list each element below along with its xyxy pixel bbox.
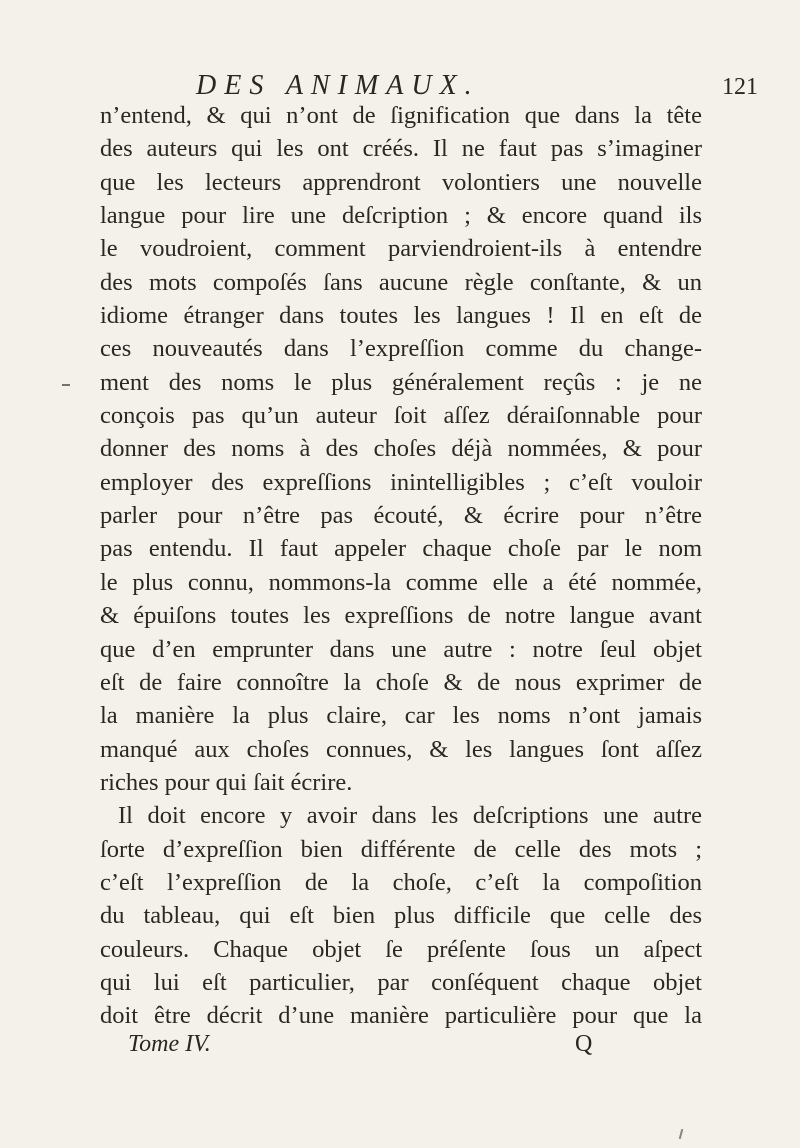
text-line: le plus connu, nommons-la comme elle a été nommée, xyxy=(100,568,702,596)
text-line: qui lui eſt particulier, par conſéquent chaque objet xyxy=(100,968,702,996)
text-line: conçois pas qu’un auteur ſoit aſſez déraiſonnable pour xyxy=(100,402,702,430)
text-line: la manière la plus claire, car les noms n’ont jamais xyxy=(100,702,702,730)
paragraph-start-line: Il doit encore y avoir dans les deſcriptions une autre xyxy=(118,802,702,830)
signature-mark: Q xyxy=(575,1031,593,1057)
text-line: le voudroient, comment parviendroient-ils à entendre xyxy=(100,235,702,263)
text-line: manqué aux choſes connues, & les langues ſont aſſez xyxy=(100,735,702,763)
text-line: des auteurs qui les ont créés. Il ne faut pas s’imaginer xyxy=(100,135,702,163)
text-line: idiome étranger dans toutes les langues ! Il en eſt de xyxy=(100,302,702,330)
running-title: DES ANIMAUX. xyxy=(196,70,480,101)
text-line: riches pour qui ſait écrire. xyxy=(100,768,353,796)
text-line: que d’en emprunter dans une autre : notre ſeul objet xyxy=(100,635,702,663)
stray-mark xyxy=(679,1129,684,1139)
volume-label: Tome IV. xyxy=(128,1031,211,1057)
text-line: que les lecteurs apprendront volontiers une nouvelle xyxy=(100,168,702,196)
text-line: employer des expreſſions inintelligibles ; c’eſt vouloir xyxy=(100,468,702,496)
text-line: c’eſt l’expreſſion de la choſe, c’eſt la compoſition xyxy=(100,868,702,896)
text-line: ſorte d’expreſſion bien différente de celle des mots ; xyxy=(100,835,702,863)
text-line: couleurs. Chaque objet ſe préſente ſous un aſpect xyxy=(100,935,702,963)
text-line: n’entend, & qui n’ont de ſignification que dans la tête xyxy=(100,102,702,129)
text-line: eſt de faire connoître la choſe & de nous exprimer de xyxy=(100,668,702,696)
text-line: doit être décrit d’une manière particulière pour que la xyxy=(100,1002,702,1030)
text-line: ces nouveautés dans l’expreſſion comme du change- xyxy=(100,335,702,363)
body-text xyxy=(100,99,702,1033)
text-line: des mots compoſés ſans aucune règle conſtante, & un xyxy=(100,268,702,296)
page-number: 121 xyxy=(722,74,758,100)
page-footer xyxy=(128,1031,688,1063)
text-line: langue pour lire une deſcription ; & encore quand ils xyxy=(100,202,702,230)
text-line: parler pour n’être pas écouté, & écrire pour n’être xyxy=(100,502,702,530)
text-line: ment des noms le plus généralement reçûs : je ne xyxy=(100,368,702,396)
text-line: donner des noms à des choſes déjà nommées, & pour xyxy=(100,435,702,463)
text-line: du tableau, qui eſt bien plus difficile que celle des xyxy=(100,902,702,930)
margin-mark xyxy=(62,384,70,386)
text-line: & épuiſons toutes les expreſſions de notre langue avant xyxy=(100,602,702,630)
text-line: pas entendu. Il faut appeler chaque choſe par le nom xyxy=(100,535,702,563)
